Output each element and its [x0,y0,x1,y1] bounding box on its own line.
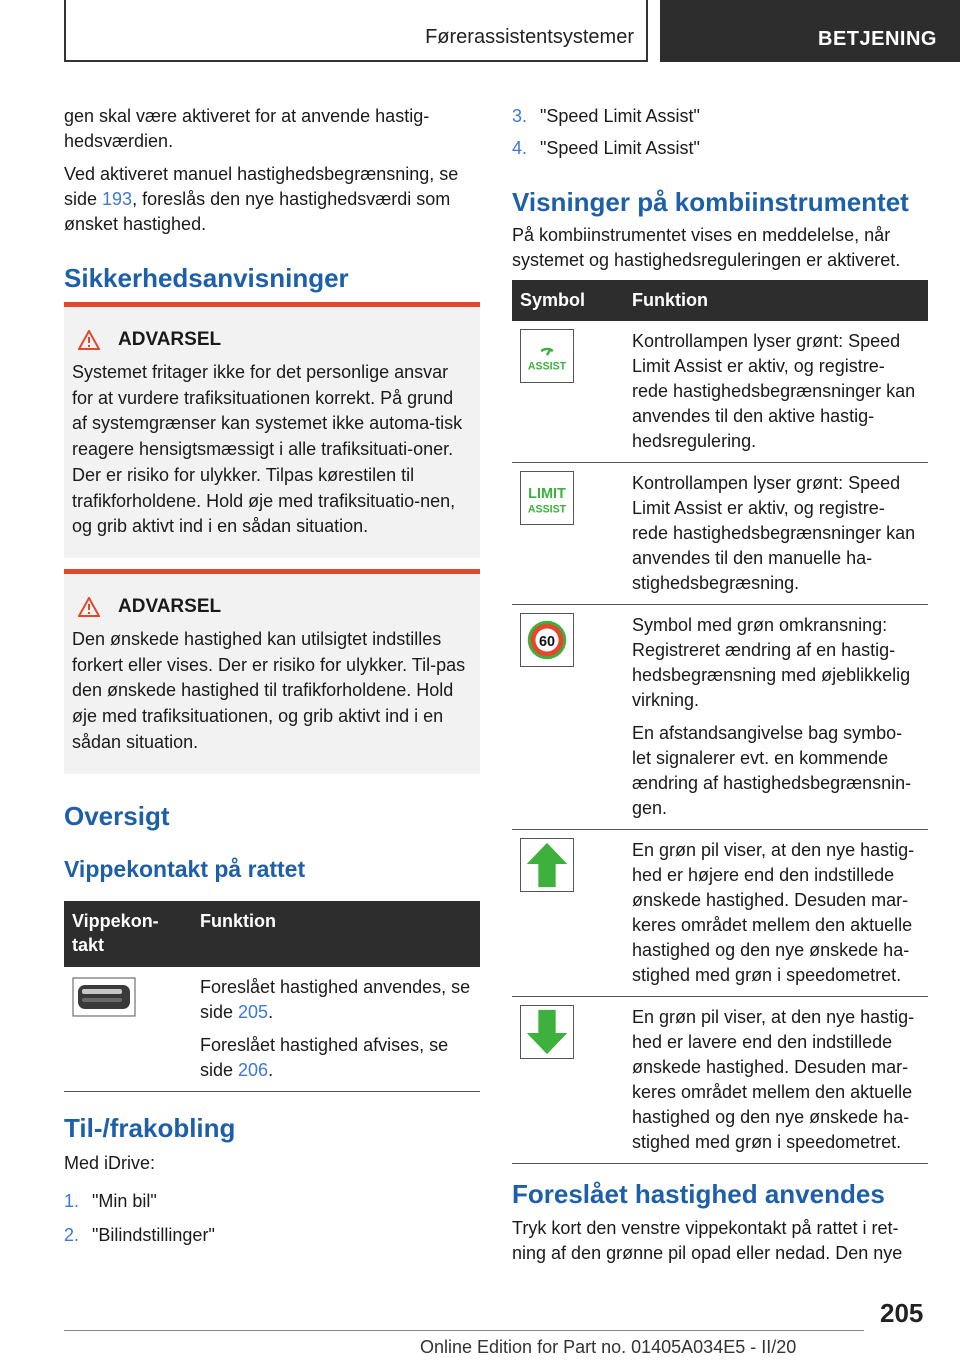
warning-triangle-icon [78,330,100,350]
function-text: Foreslået hastighed afvises, se side 206. [200,1035,449,1080]
function-text: Foreslået hastighed anvendes, se side 205. [200,977,471,1022]
speed-limit-sign-icon [520,613,574,667]
function-text: Symbol med grøn omkransning: Registreret ændring af en hastig-hedsbegrænsning med øjeblikkelig virkning. [632,615,911,710]
warning-text: Systemet fritager ikke for det personlige ansvar for at vurdere trafiksituationen korrekt. På grund af systemgrænser kan systemet ikke automa-tisk reagere hensigtsmæssigt i alle trafiksituati-oner. Der er risiko for ulykker. Tilpas kørestilen til trafikforholdene. Hold øje med trafiksituatio-nen, og grib aktivt ind i en sådan situation. [72,362,463,537]
section-label: BETJENING [818,28,937,50]
page-link[interactable]: 206 [238,1060,269,1080]
list-item: 3. "Speed Limit Assist" [512,106,700,126]
edition-note: Online Edition for Part no. 01405A034E5 - II/20 [420,1337,797,1357]
table-row [64,967,480,1092]
display-heading: Visninger på kombiinstrumentet [512,187,909,217]
svg-text:LIMIT: LIMIT [528,486,566,502]
function-text: En grøn pil viser, at den nye hastig-hed er højere end den indstillede ønskede hastighed. Desuden mar-keres området mellem den aktuelle hastighed og den nye ønskede ha-stighed med grøn i speedometret. [632,840,915,985]
list-item: 2. "Bilindstillinger" [64,1225,215,1245]
apply-heading: Foreslået hastighed anvendes [512,1179,885,1209]
page-number: 205 [880,1298,924,1328]
function-text: Kontrollampen lyser grønt: Speed Limit Assist er aktiv, og registre-rede hastighedsbegrænsninger kan anvendes til den aktive hastig-hedsregulering. [632,331,916,451]
green-arrow-up-icon [520,838,574,892]
table-row [512,830,928,997]
page-link[interactable]: 193 [102,189,133,209]
table-row [512,321,928,463]
symbol-table [512,280,928,1164]
steps-list-continued [512,104,928,161]
svg-text:ASSIST: ASSIST [527,360,567,373]
intro-paragraph-2: Ved aktiveret manuel hastighedsbegrænsning, se side 193, foreslås den nye hastighedsværdi som ønsket hastighed. [64,164,459,234]
green-arrow-down-icon [520,1005,574,1059]
table-header: Funktion [192,901,480,967]
page-link[interactable]: 205 [238,1002,269,1022]
header-box [64,0,648,62]
table-header: Funktion [624,280,928,321]
list-item: 4. "Speed Limit Assist" [512,138,700,158]
chapter-title: Førerassistentsystemer [425,26,634,48]
onoff-heading: Til-/frakobling [64,1113,236,1143]
warning-text: Den ønskede hastighed kan utilsigtet indstilles forkert eller vises. Der er risiko for ulykker. Til-pas den ønskede hastighed til trafikforholdene. Hold øje med trafiksituationen, og grib aktivt ind i en sådan situation. [72,629,466,752]
section-tab [660,0,960,62]
warning-title: ADVARSEL [118,329,222,350]
display-intro: På kombiinstrumentet vises en meddelelse, når systemet og hastighedsreguleringen er aktiveret. [512,225,901,270]
warning-box-1 [64,302,480,558]
footer-divider [64,1330,864,1331]
warning-box-2 [64,569,480,774]
intro-paragraph: gen skal være aktiveret for at anvende hastig-hedsværdien. [64,106,430,151]
warning-triangle-icon [78,597,100,617]
safety-heading: Sikkerhedsanvisninger [64,263,349,293]
function-text: En grøn pil viser, at den nye hastig-hed er lavere end den indstillede ønskede hastighed. Desuden mar-keres området mellem den aktuelle hastighed og den nye ønskede ha-stighed med grøn i speedometret. [632,1007,915,1152]
function-text: Kontrollampen lyser grønt: Speed Limit Assist er aktiv, og registre-rede hastighedsbegrænsninger kan anvendes til den manuelle ha-stighedsbegræsning. [632,473,916,593]
table-row [512,605,928,830]
table-header: Symbol [512,280,624,321]
table-row [512,997,928,1164]
limit-assist-icon [520,471,574,525]
list-item: 1. "Min bil" [64,1191,157,1211]
steps-list [64,1189,480,1248]
rocker-switch-icon [72,977,136,1017]
table-row [512,463,928,605]
rocker-heading: Vippekontakt på rattet [64,856,306,882]
table-header: Vippekon-takt [64,901,192,967]
warning-title: ADVARSEL [118,596,222,617]
svg-text:ASSIST: ASSIST [527,503,567,516]
onoff-intro: Med iDrive: [64,1153,156,1173]
function-text: En afstandsangivelse bag symbo-let signalerer evt. en kommende ændring af hastighedsbegrænsnin-gen. [632,723,912,818]
rocker-table [64,901,480,1092]
apply-text: Tryk kort den venstre vippekontakt på rattet i ret-ning af den grønne pil opad eller nedad. Den nye [512,1218,903,1263]
assist-icon [520,329,574,383]
overview-heading: Oversigt [64,801,170,831]
svg-text:60: 60 [538,633,556,650]
